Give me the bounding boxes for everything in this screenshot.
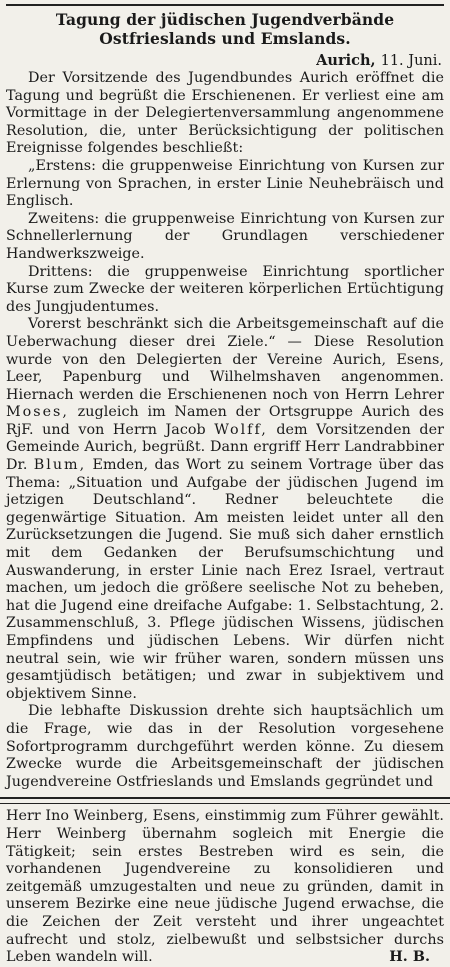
name-wolff: Wolff, xyxy=(214,421,268,438)
name-moses: Moses, xyxy=(6,404,69,421)
paragraph-second-point: Zweitens: die gruppenweise Einrichtung von Kursen zur Schnellerlernung der Grundlagen verschiedener Handwerkszweige. xyxy=(6,210,444,262)
paragraph-intro: Der Vorsitzende des Jugendbundes Aurich eröffnet die Tagung und begrüßt die Erschienenen. Er verliest eine am Vormittage in der Delegiertenversammlung angenommene Resolution, die, unter Berücksichtigung der politischen Ereignisse folgendes beschließt: xyxy=(6,70,444,157)
continuation-text: Herr Ino Weinberg, Esens, einstimmig zum Führer gewählt. Herr Weinberg übernahm sogleich mit Energie die Tätigkeit; sein erstes Bestreben wird es sein, die vorhandenen Jugendvereine zu konsolidieren und zeitgemäß umzugestalten und neue zu gründen, damit in unserem Bezirke eine neue jüdische Jugend erwachse, die die Zeichen der Zeit versteht und ihrer ungeachtet aufrecht und stolz, zielbewußt und selbstsicher durchs Leben wandeln will. xyxy=(6,808,444,966)
article-headline: Tagung der jüdischen Jugendverbände Ostfrieslands und Emslands. xyxy=(55,10,395,48)
column-break-rule xyxy=(0,797,450,799)
continuation-block xyxy=(6,808,444,966)
lecture-text-c: dem Vorsitzenden der Gemeinde Aurich, begrüßt. Dann ergriff Herr Landrabbiner Dr. xyxy=(6,421,444,474)
dateline-date: 11. Juni. xyxy=(380,53,442,69)
paragraph-discussion: Die lebhafte Diskussion drehte sich hauptsächlich um die Frage, wie das in der Resolution vorgesehene Sofortprogramm durchgeführt werden könne. Zu diesem Zwecke wurde die Arbeitsgemeinschaft der jüdischen Jugendvereine Ostfrieslands und Emslands gegründet und xyxy=(6,703,444,790)
paragraph-continuation xyxy=(6,808,444,966)
paragraph-first-point: „Erstens: die gruppenweise Einrichtung von Kursen zur Erlernung von Sprachen, in erster Linie Neuhebräisch und Englisch. xyxy=(6,157,444,210)
paragraph-lecture xyxy=(6,316,444,703)
signature: H. B. xyxy=(389,949,430,966)
top-rule xyxy=(6,4,444,6)
column-break-rule-thin xyxy=(0,803,450,804)
lecture-text-a: Vorerst beschränkt sich die Arbeitsgemeinschaft auf die Ueberwachung dieser drei Ziele.“ — Diese Resolution wurde von den Delegierten der Vereine Aurich, Esens, Leer, Papenburg und Wilhelmshaven angenommen. Hiernach werden die Erschienenen noch von Herrn Lehrer xyxy=(6,316,444,403)
lecture-text-d: Emden, das Wort zu seinem Vortrage über das Thema: „Situation und Aufgabe der jüdischen Jugend im jetzigen Deutschland“. Redner beleuchtete die gegenwärtige Situation. Am meisten leidet unter all den Zurücksetzungen die Jugend. Sie muß sich daher ernstlich mit dem Gedanken der Berufsumschichtung und Auswanderung, in erster Linie nach Erez Israel, vertraut machen, um jedoch die größere seelische Not zu beheben, hat die Jugend eine dreifache Aufgabe: 1. Selbstachtung, 2. Zusammenschluß, 3. Pflege jüdischen Wissens, jüdischen Empfindens und jüdischen Lebens. Wir dürfen nicht neutral sein, wie wir früher waren, sondern müssen uns gesamtjüdisch betätigen; und zwar in subjektivem und objektivem Sinne. xyxy=(6,457,444,702)
dateline-place: Aurich, xyxy=(316,52,376,69)
paragraph-third-point: Drittens: die gruppenweise Einrichtung sportlicher Kurse zum Zwecke der weiteren körperlichen Ertüchtigung des Jungjudentumes. xyxy=(6,263,444,315)
dateline xyxy=(6,52,442,70)
lecture-text-b: zugleich im Namen der Ortsgruppe Aurich des RjF. und von Herrn Jacob xyxy=(6,404,444,438)
name-blum: Blum, xyxy=(33,457,87,474)
